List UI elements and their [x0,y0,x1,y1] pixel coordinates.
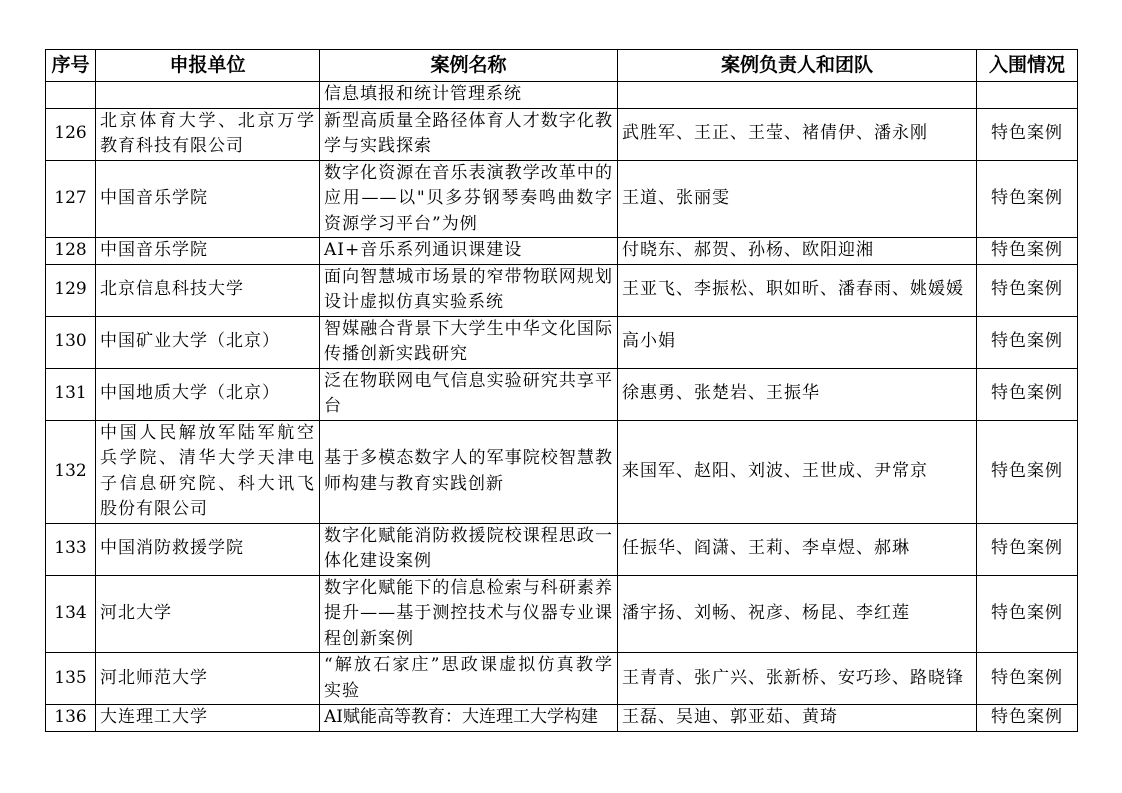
row-unit: 中国地质大学（北京） [96,368,320,420]
row-no: 133 [46,523,96,575]
row-team: 潘宇扬、刘畅、祝彦、杨昆、李红莲 [618,575,977,653]
header-case-name: 案例名称 [320,50,618,82]
row-unit [96,82,320,109]
row-unit: 北京信息科技大学 [96,264,320,316]
table-row [46,238,1078,265]
row-unit: 中国音乐学院 [96,160,320,238]
table-row [46,653,1078,705]
row-no [46,82,96,109]
header-unit: 申报单位 [96,50,320,82]
case-table [45,49,1078,732]
row-team: 王亚飞、李振松、职如昕、潘春雨、姚媛媛 [618,264,977,316]
row-case: 信息填报和统计管理系统 [320,82,618,109]
row-no: 127 [46,160,96,238]
row-case: 数字化赋能下的信息检索与科研素养提升——基于测控技术与仪器专业课程创新案例 [320,575,618,653]
row-team: 王磊、吴迪、郭亚茹、黄琦 [618,705,977,732]
header-team: 案例负责人和团队 [618,50,977,82]
row-unit: 河北师范大学 [96,653,320,705]
row-status: 特色案例 [977,238,1078,265]
row-no: 136 [46,705,96,732]
row-team: 任振华、阎潇、王莉、李卓煜、郝琳 [618,523,977,575]
row-case: 面向智慧城市场景的窄带物联网规划设计虚拟仿真实验系统 [320,264,618,316]
row-unit: 北京体育大学、北京万学教育科技有限公司 [96,108,320,160]
row-unit: 河北大学 [96,575,320,653]
row-status: 特色案例 [977,575,1078,653]
row-no: 131 [46,368,96,420]
table-row [46,420,1078,523]
row-no: 135 [46,653,96,705]
row-status: 特色案例 [977,264,1078,316]
row-unit: 中国矿业大学（北京） [96,316,320,368]
row-status: 特色案例 [977,160,1078,238]
header-status: 入围情况 [977,50,1078,82]
table-row [46,575,1078,653]
table-row [46,523,1078,575]
row-team: 高小娟 [618,316,977,368]
row-team: 徐惠勇、张楚岩、王振华 [618,368,977,420]
row-team: 付晓东、郝贺、孙杨、欧阳迎湘 [618,238,977,265]
row-case: 泛在物联网电气信息实验研究共享平台 [320,368,618,420]
row-no: 132 [46,420,96,523]
row-team [618,82,977,109]
table-row [46,705,1078,732]
row-no: 130 [46,316,96,368]
row-status: 特色案例 [977,368,1078,420]
row-no: 126 [46,108,96,160]
row-team: 武胜军、王正、王莹、褚倩伊、潘永刚 [618,108,977,160]
table-row [46,368,1078,420]
row-case: 新型高质量全路径体育人才数字化教学与实践探索 [320,108,618,160]
row-case: AI+音乐系列通识课建设 [320,238,618,265]
row-unit: 大连理工大学 [96,705,320,732]
row-case: AI赋能高等教育：大连理工大学构建 [320,705,618,732]
row-team: 来国军、赵阳、刘波、王世成、尹常京 [618,420,977,523]
table-row [46,160,1078,238]
row-team: 王道、张丽雯 [618,160,977,238]
row-case: 基于多模态数字人的军事院校智慧教师构建与教育实践创新 [320,420,618,523]
row-team: 王青青、张广兴、张新桥、安巧珍、路晓锋 [618,653,977,705]
row-case: “解放石家庄”思政课虚拟仿真教学实验 [320,653,618,705]
row-status: 特色案例 [977,653,1078,705]
row-status: 特色案例 [977,108,1078,160]
row-status: 特色案例 [977,420,1078,523]
row-unit: 中国消防救援学院 [96,523,320,575]
table-row [46,264,1078,316]
row-case: 数字化资源在音乐表演教学改革中的应用——以"贝多芬钢琴奏鸣曲数字资源学习平台”为例 [320,160,618,238]
row-status [977,82,1078,109]
row-case: 数字化赋能消防救援院校课程思政一体化建设案例 [320,523,618,575]
table-row [46,316,1078,368]
row-case: 智媒融合背景下大学生中华文化国际传播创新实践研究 [320,316,618,368]
row-unit: 中国人民解放军陆军航空兵学院、清华大学天津电子信息研究院、科大讯飞股份有限公司 [96,420,320,523]
header-row [46,50,1078,82]
row-status: 特色案例 [977,523,1078,575]
row-status: 特色案例 [977,705,1078,732]
header-no: 序号 [46,50,96,82]
table-row [46,108,1078,160]
row-no: 129 [46,264,96,316]
row-unit: 中国音乐学院 [96,238,320,265]
table-row [46,82,1078,109]
row-status: 特色案例 [977,316,1078,368]
row-no: 134 [46,575,96,653]
row-no: 128 [46,238,96,265]
